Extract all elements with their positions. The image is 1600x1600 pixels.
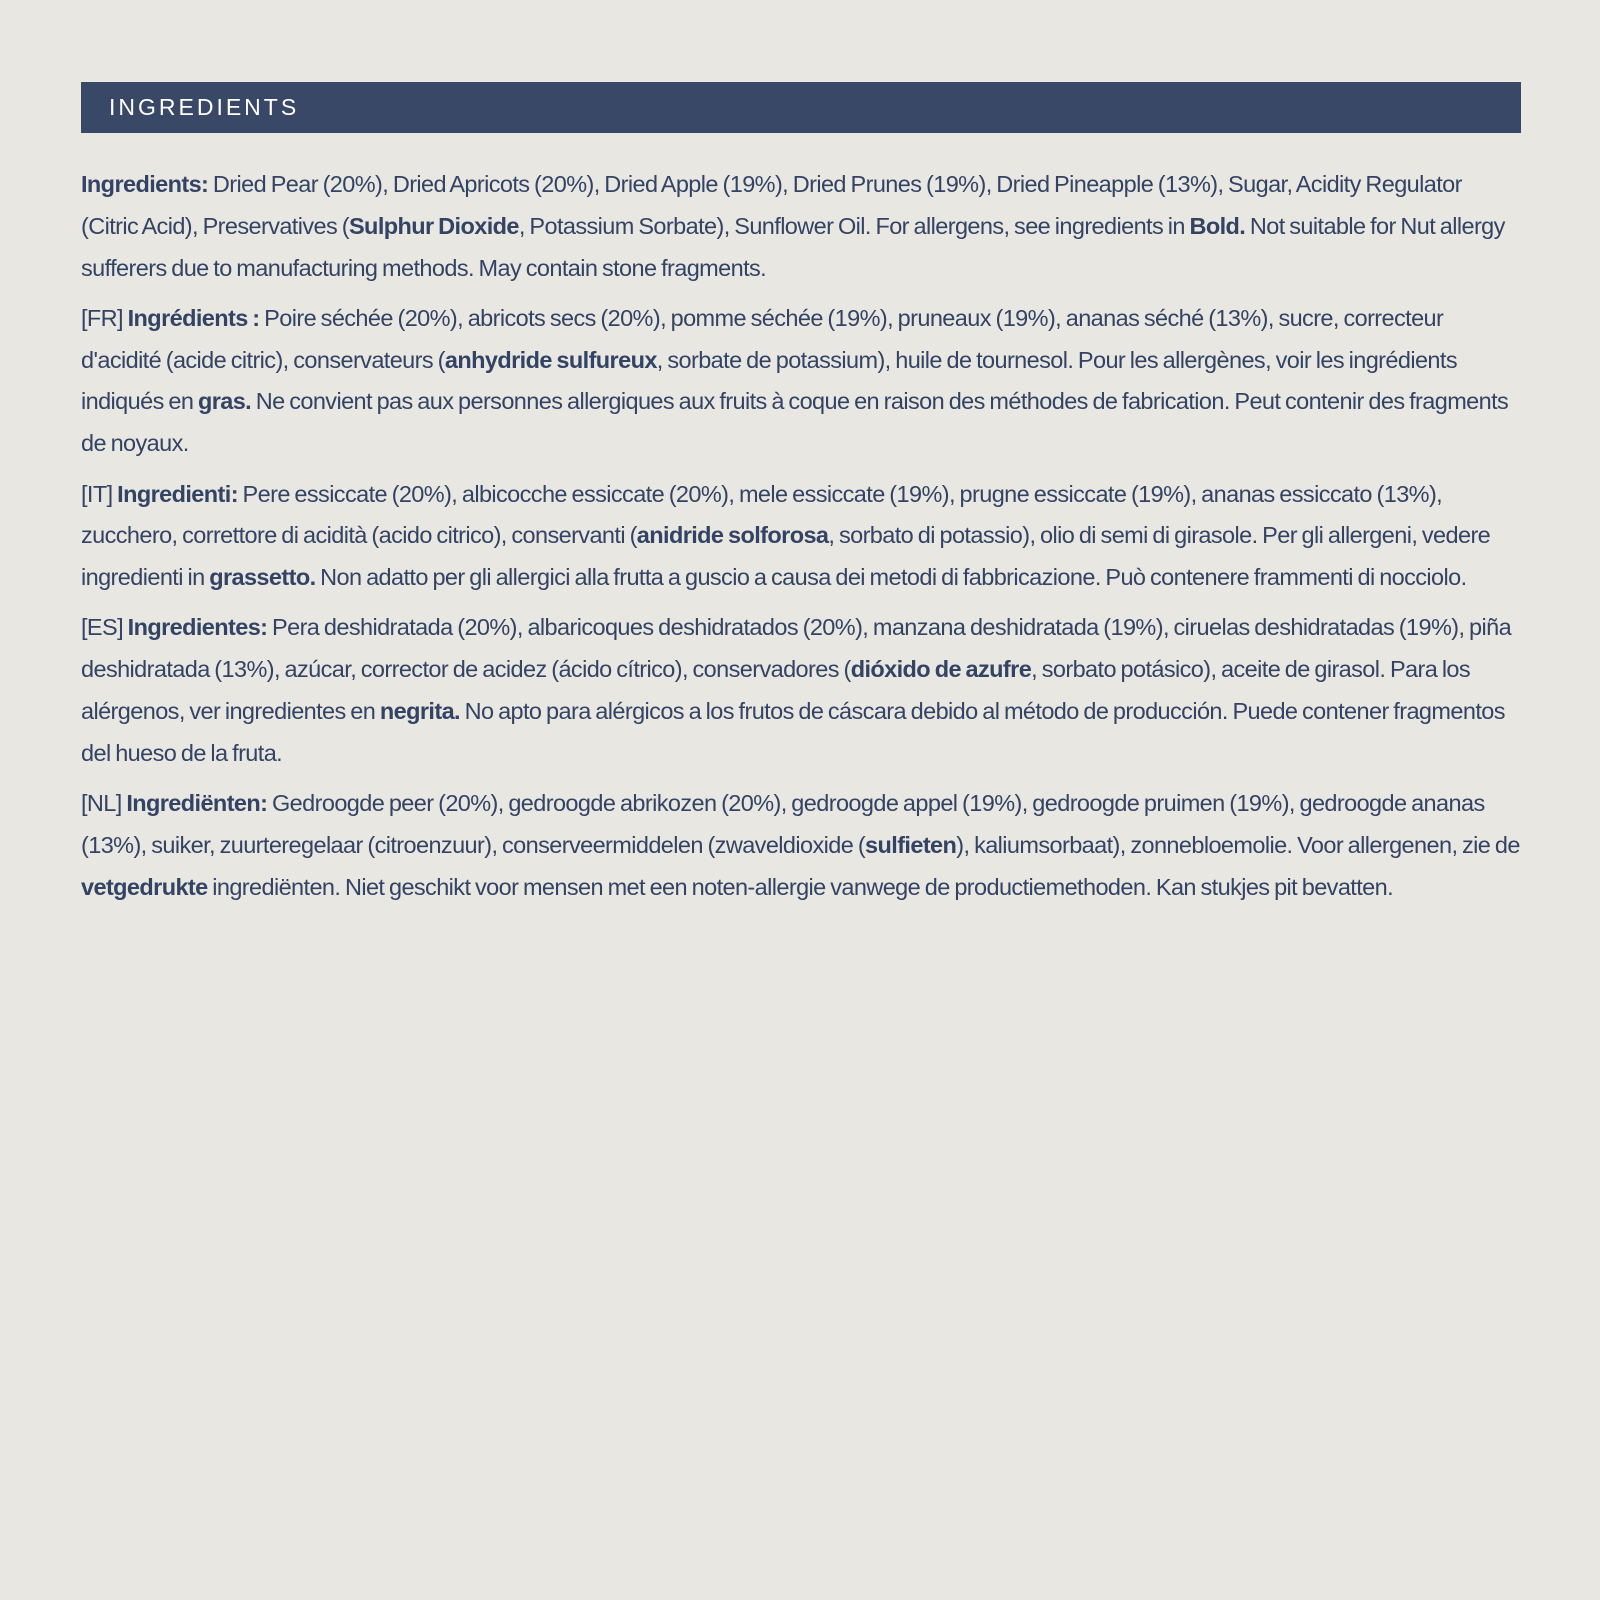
text-segment: , sorbato potásico), aceite de girasol. Para los alérgenos, ver ingredientes en <box>81 656 1471 725</box>
text-segment: Pere essiccate (20%), albicocche essiccate (20%), mele essiccate (19%), prugne essiccate (19%), ananas essiccato (13%), zucchero, correttore di acidità (acido citrico), conservanti ( <box>81 480 1443 549</box>
text-segment: Not suitable for Nut allergy sufferers due to manufacturing methods. May contain stone fragments. <box>81 212 1505 281</box>
text-segment: Gedroogde peer (20%), gedroogde abrikozen (20%), gedroogde appel (19%), gedroogde pruimen (19%), gedroogde ananas (13%), suiker, zuurteregelaar (citroenzuur), conserveermiddelen (zwaveldioxide ( <box>81 790 1485 858</box>
ingredients-paragraph-fr <box>81 298 1521 465</box>
section-title: INGREDIENTS <box>109 94 300 120</box>
bold-text: Ingrediënten: <box>126 790 268 817</box>
text-segment: , sorbato di potassio), olio di semi di girasole. Per gli allergeni, vedere ingredienti in <box>81 522 1491 591</box>
bold-text: Ingredients: <box>81 171 209 197</box>
ingredients-paragraph-nl <box>81 783 1521 908</box>
text-segment: [NL] <box>81 790 127 817</box>
bold-text: sulfieten <box>865 831 957 858</box>
text-segment: No apto para alérgicos a los frutos de cáscara debido al método de producción. Puede contener fragmentos del hueso de la fruta. <box>81 698 1505 766</box>
text-segment: [IT] <box>81 480 118 507</box>
bold-text: Ingredienti: <box>117 480 238 507</box>
text-segment: ), kaliumsorbaat), zonnebloemolie. Voor allergenen, zie de <box>956 831 1520 858</box>
text-segment: , sorbate de potassium), huile de tournesol. Pour les allergènes, voir les ingrédients indiqués en <box>81 346 1457 415</box>
ingredients-paragraph-it <box>81 474 1521 599</box>
bold-text: grassetto. <box>209 564 316 591</box>
bold-text: anidride solforosa <box>636 522 829 549</box>
bold-text: negrita. <box>379 698 460 725</box>
text-segment: Pera deshidratada (20%), albaricoques deshidratados (20%), manzana deshidratada (19%), ciruelas deshidratadas (19%), piña deshidratada (13%), azúcar, corrector de acidez (ácido cítrico), conservadores ( <box>81 614 1512 683</box>
text-segment: Poire séchée (20%), abricots secs (20%), pomme séchée (19%), pruneaux (19%), ananas séché (13%), sucre, correcteur d'acidité (acide citric), conservateurs ( <box>81 304 1444 373</box>
text-segment: ingrediënten. Niet geschikt voor mensen met een noten-allergie vanwege de productiemethoden. Kan stukjes pit bevatten. <box>207 873 1394 900</box>
text-segment: Dried Pear (20%), Dried Apricots (20%), Dried Apple (19%), Dried Prunes (19%), Dried Pineapple (13%), Sugar, Acidity Regulator (Citric Acid), Preservatives ( <box>81 171 1462 239</box>
bold-text: gras. <box>197 388 252 415</box>
ingredients-header-bar <box>81 82 1521 133</box>
text-segment: [FR] <box>81 304 128 331</box>
ingredients-paragraph-es <box>81 607 1521 774</box>
bold-text: Ingredientes: <box>127 614 268 641</box>
ingredients-text-block <box>81 164 1521 917</box>
bold-text: Ingrédients : <box>127 304 260 331</box>
text-segment: Non adatto per gli allergici alla frutta a guscio a causa dei metodi di fabbricazione. Può contenere frammenti di nocciolo. <box>315 564 1467 591</box>
bold-text: Sulphur Dioxide <box>348 212 519 239</box>
text-segment: Ne convient pas aux personnes allergiques aux fruits à coque en raison des méthodes de fabrication. Peut contenir des fragments de noyaux. <box>81 388 1509 457</box>
bold-text: Bold. <box>1189 212 1246 239</box>
text-segment: , Potassium Sorbate), Sunflower Oil. For allergens, see ingredients in <box>518 212 1190 239</box>
bold-text: anhydride sulfureux <box>444 346 657 373</box>
bold-text: dióxido de azufre <box>850 656 1032 683</box>
ingredients-paragraph-en <box>81 164 1521 289</box>
text-segment: [ES] <box>81 614 128 641</box>
bold-text: vetgedrukte <box>81 873 208 900</box>
